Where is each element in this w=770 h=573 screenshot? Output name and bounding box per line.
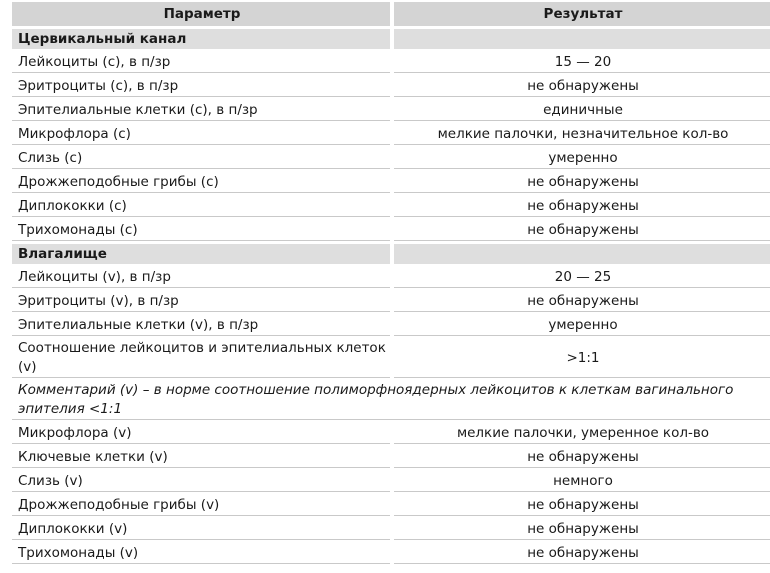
result-cell: не обнаружены (394, 172, 770, 193)
header-result: Результат (394, 2, 770, 26)
result-cell: мелкие палочки, умеренное кол-во (394, 423, 770, 444)
param-cell: Диплококки (v) (12, 519, 390, 540)
table-row (12, 543, 770, 564)
table-row (12, 291, 770, 312)
result-cell: не обнаружены (394, 447, 770, 468)
param-cell: Микрофлора (v) (12, 423, 390, 444)
param-cell: Дрожжеподобные грибы (v) (12, 495, 390, 516)
result-cell: не обнаружены (394, 519, 770, 540)
param-cell: Соотношение лейкоцитов и эпителиальных клеток (v) (12, 339, 390, 378)
result-cell: умеренно (394, 148, 770, 169)
comment-text: Комментарий (v) – в норме соотношение полиморфноядерных лейкоцитов к клеткам вагинального эпителия <1:1 (12, 381, 770, 420)
param-cell: Эпителиальные клетки (c), в п/зр (12, 100, 390, 121)
result-cell: не обнаружены (394, 76, 770, 97)
section-header (12, 29, 770, 49)
param-cell: Эпителиальные клетки (v), в п/зр (12, 315, 390, 336)
result-cell: 15 — 20 (394, 52, 770, 73)
table-row (12, 471, 770, 492)
param-cell: Эритроциты (c), в п/зр (12, 76, 390, 97)
comment-row (12, 381, 770, 420)
result-cell: единичные (394, 100, 770, 121)
result-cell: не обнаружены (394, 495, 770, 516)
table-row (12, 339, 770, 378)
table-row (12, 124, 770, 145)
table-row (12, 100, 770, 121)
table-row (12, 495, 770, 516)
table-row (12, 447, 770, 468)
param-cell: Ключевые клетки (v) (12, 447, 390, 468)
table-row (12, 148, 770, 169)
table-row (12, 172, 770, 193)
table-row (12, 220, 770, 241)
param-cell: Слизь (c) (12, 148, 390, 169)
table-row (12, 52, 770, 73)
table-row (12, 315, 770, 336)
param-cell: Лейкоциты (c), в п/зр (12, 52, 390, 73)
param-cell: Эритроциты (v), в п/зр (12, 291, 390, 312)
section-header (12, 244, 770, 264)
param-cell: Трихомонады (v) (12, 543, 390, 564)
table-row (12, 519, 770, 540)
result-cell: >1:1 (394, 339, 770, 378)
result-cell: мелкие палочки, незначительное кол-во (394, 124, 770, 145)
table-row (12, 196, 770, 217)
result-cell: не обнаружены (394, 291, 770, 312)
section-title: Цервикальный канал (12, 29, 390, 49)
header-param: Параметр (12, 2, 390, 26)
param-cell: Трихомонады (c) (12, 220, 390, 241)
param-cell: Слизь (v) (12, 471, 390, 492)
section-title: Влагалище (12, 244, 390, 264)
result-cell: немного (394, 471, 770, 492)
param-cell: Дрожжеподобные грибы (c) (12, 172, 390, 193)
result-cell: не обнаружены (394, 220, 770, 241)
table-row (12, 267, 770, 288)
result-cell: умеренно (394, 315, 770, 336)
result-cell: не обнаружены (394, 196, 770, 217)
results-table (12, 0, 770, 567)
result-cell: 20 — 25 (394, 267, 770, 288)
result-cell: не обнаружены (394, 543, 770, 564)
lab-results-document (12, 0, 770, 573)
table-header (12, 2, 770, 26)
table-row (12, 76, 770, 97)
param-cell: Диплококки (c) (12, 196, 390, 217)
param-cell: Лейкоциты (v), в п/зр (12, 267, 390, 288)
table-row (12, 423, 770, 444)
param-cell: Микрофлора (c) (12, 124, 390, 145)
